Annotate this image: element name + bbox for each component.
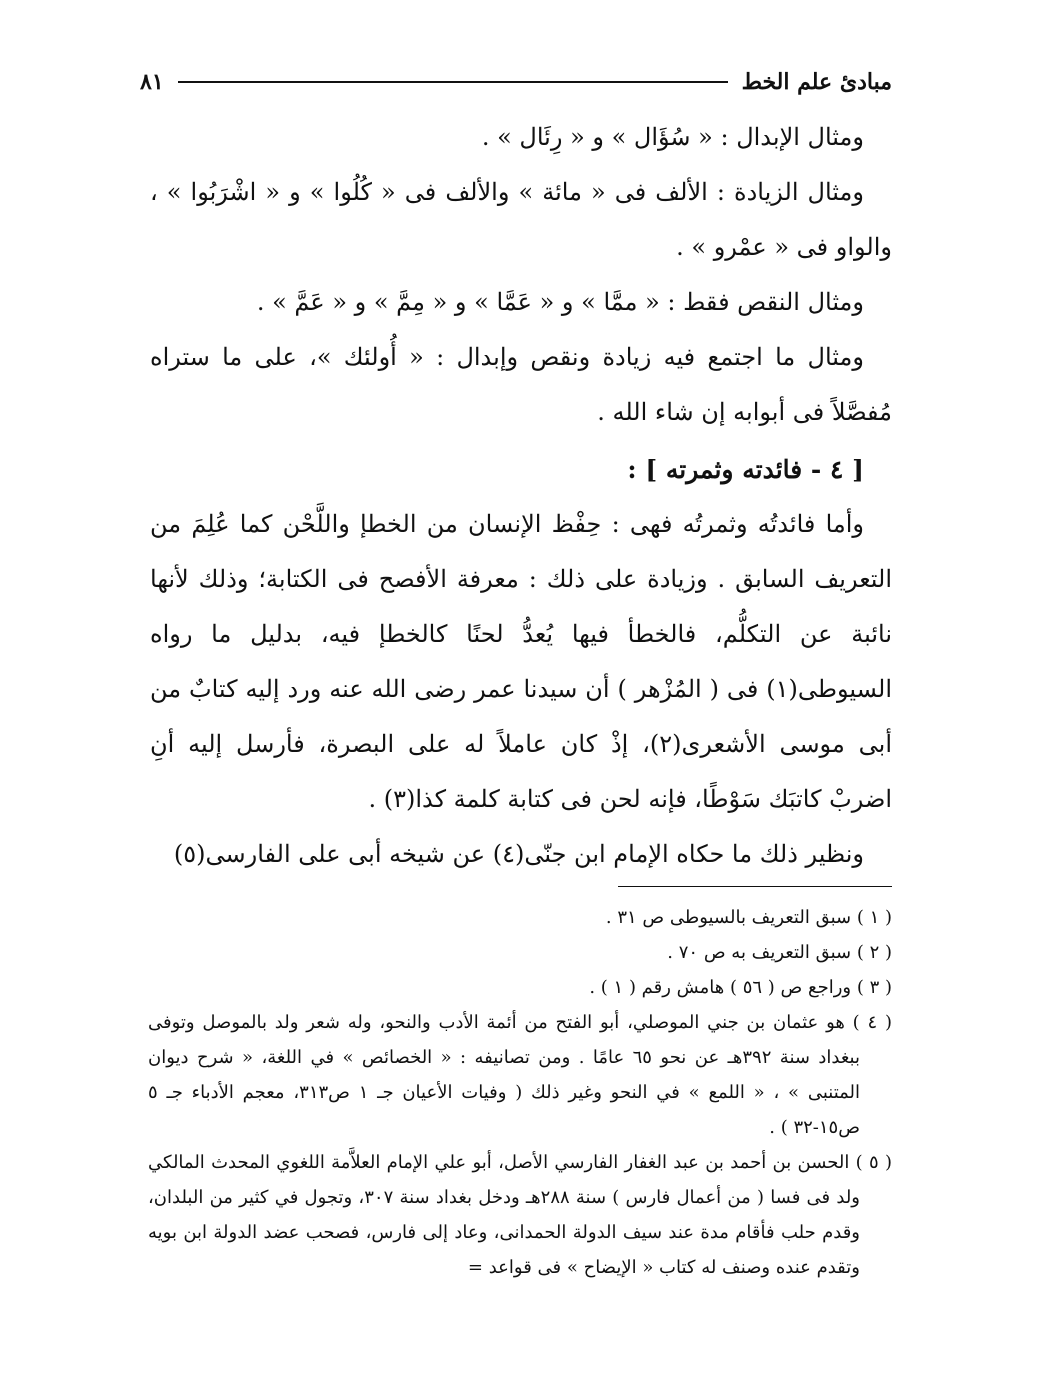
paragraph-combined: ومثال ما اجتمع فيه زيادة ونقص وإبدال : « أُولئك »، على ما ستراه مُفصَّلاً فى أبوابه إن شاء الله . <box>150 343 892 426</box>
footnote-4: ( ٤ ) هو عثمان بن جني الموصلي، أبو الفتح من أئمة الأدب والنحو، وله شعر ولد بالموصل وتوفى ببغداد سنة ٣٩٢هـ عن نحو ٦٥ عامًا . ومن تصانيفه : « الخصائص » في اللغة، « شرح ديوان المتنبى » ، « اللمع » في النحو وغير ذلك ( وفيات الأعيان جـ ١ ص٣١٣، معجم الأدباء جـ ٥ ص١٥-٣٢ ) . <box>148 1012 892 1138</box>
header-rule <box>178 81 728 83</box>
running-header <box>140 62 892 102</box>
book-title: مبادئ علم الخط <box>741 69 892 95</box>
footnote-1: ( ١ ) سبق التعريف بالسيوطى ص ٣١ . <box>605 907 892 928</box>
page-number: ٨١ <box>140 69 164 95</box>
footnote-3: ( ٣ ) وراجع ص ( ٥٦ ) هامش رقم ( ١ ) . <box>589 977 892 998</box>
paragraph-ibdal: ومثال الإبدال : « سُؤَال » و « رِئَال » . <box>481 123 864 151</box>
paragraph-ziyada: ومثال الزيادة : الألف فى « مائة » والألف فى « كُلُوا » و « اشْرَبُوا » ، والواو فى « عمْرو » . <box>150 178 892 261</box>
paragraph-benefit: وأما فائدتُه وثمرتُه فهى : حِفْظ الإنسان من الخطإ واللَّحْن كما عُلِمَ من التعريف السابق . وزيادة على ذلك : معرفة الأفصح فى الكتابة؛ وذلك لأنها نائبة عن التكلُّم، فالخطأ فيها يُعدُّ لحنًا كالخطإ فيه، بدليل ما رواه السيوطى(١) فى ( المُزْهر ) أن سيدنا عمر رضى الله عنه ورد إليه كتابٌ من أبى موسى الأشعرى(٢)، إذْ كان عاملاً له على البصرة، فأرسل إليه أنِ اضربْ كاتبَك سَوْطًا، فإنه لحن فى كتابة كلمة كذا(٣) . <box>150 510 892 813</box>
footnote-5: ( ٥ ) الحسن بن أحمد بن عبد الغفار الفارسي الأصل، أبو علي الإمام العلاَّمة اللغوي المحدث المالكي ولد فى فسا ( من أعمال فارس ) سنة ٢٨٨هـ ودخل بغداد سنة ٣٠٧، وتجول في كثير من البلدان، وقدم حلب فأقام مدة عند سيف الدولة الحمدانى، وعاد إلى فارس، فصحب عضد الدولة ابن بويه وتقدم عنده وصنف له كتاب « الإيضاح » فى قواعد = <box>148 1152 892 1278</box>
section-heading: [ ٤ - فائدته وثمرته ] : <box>627 455 864 484</box>
main-text <box>150 110 892 882</box>
paragraph-naqs: ومثال النقص فقط : « ممَّا » و « عَمَّا » و « مِمَّ » و « عَمَّ » . <box>256 288 864 316</box>
footnote-separator <box>618 886 892 887</box>
paragraph-ibn-jinni: ونظير ذلك ما حكاه الإمام ابن جنّى(٤) عن شيخه أبى على الفارسى(٥) <box>173 840 864 868</box>
footnote-2: ( ٢ ) سبق التعريف به ص ٧٠ . <box>667 942 892 963</box>
footnotes <box>148 900 892 1285</box>
